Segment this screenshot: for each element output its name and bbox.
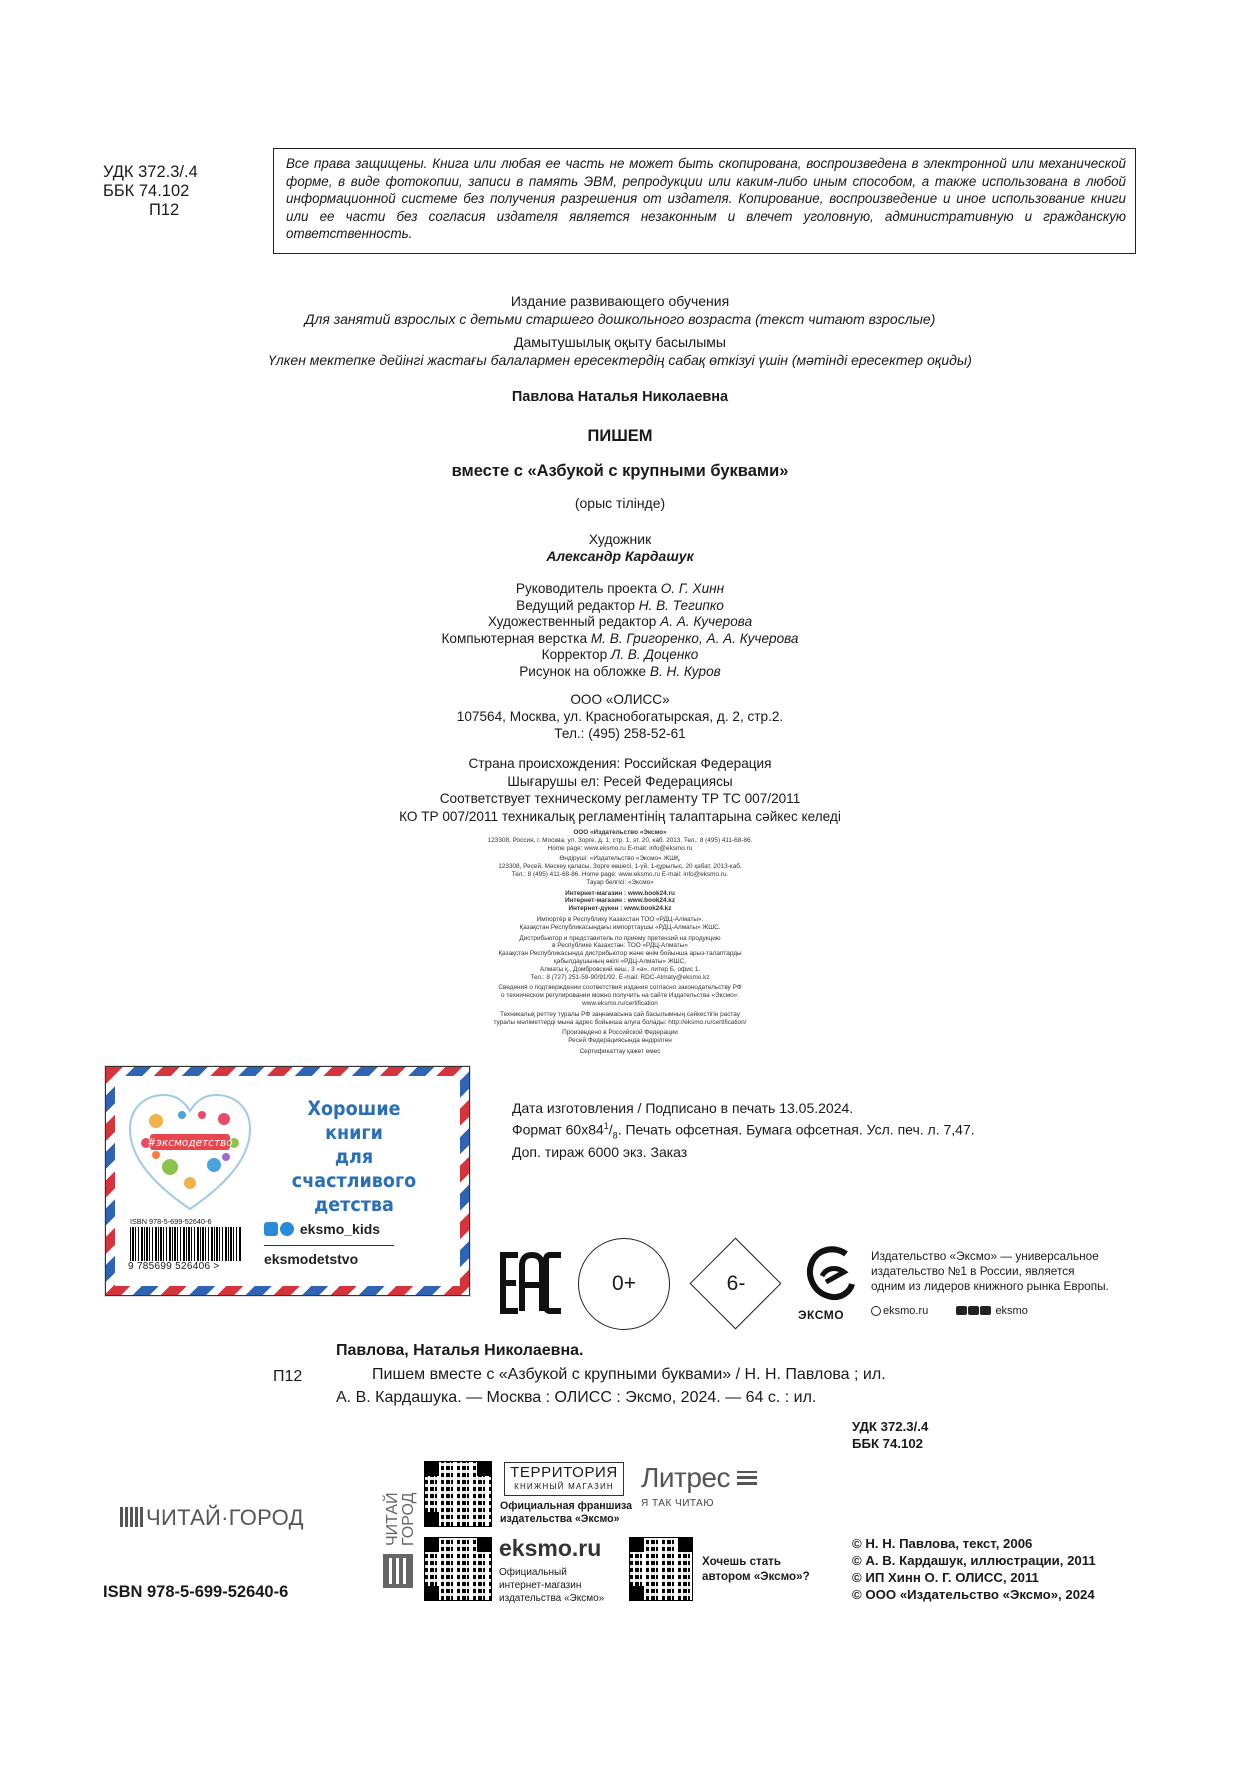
chitai-gorod-vertical-logo xyxy=(381,1462,415,1592)
svg-text:EAC: EAC xyxy=(500,1252,503,1253)
olis-address: 107564, Москва, ул. Краснобогатырская, д. 2, стр.2. xyxy=(456,709,784,724)
book-stack-icon xyxy=(120,1507,144,1527)
qr-code-territory[interactable] xyxy=(425,1462,491,1526)
small-print-line: 123308, Ресей, Мәскеу қаласы, Зорге көшесі, 1-үй, 1-құрылыс, 20 қабат, 2013-каб. xyxy=(498,863,742,871)
small-print-line: Сведения о подтверждении соответствия издания согласно законодательству РФ xyxy=(498,984,742,992)
qr-code-eksmo-shop[interactable] xyxy=(425,1538,491,1600)
small-print-line: www.eksmo.ru/certification xyxy=(582,999,658,1007)
age-rating-diamond xyxy=(690,1238,782,1330)
classification-block xyxy=(103,163,198,220)
book-author: Павлова Наталья Николаевна xyxy=(511,389,729,405)
svg-text:ЧИТАЙ: ЧИТАЙ xyxy=(384,1492,401,1546)
small-print-line: Техникалық реттеу туралы РФ заңнамасына сай басылымның сәйкестігін растау xyxy=(500,1010,740,1018)
olis-name: ООО «ОЛИСС» xyxy=(570,692,670,707)
isbn: ISBN 978-5-699-52640-6 xyxy=(103,1583,289,1601)
bib-line-1: Пишем вместе с «Азбукой с крупными буквами» / Н. Н. Павлова ; ил. xyxy=(372,1366,886,1383)
promo-envelope xyxy=(105,1066,470,1296)
social-handle: eksmo_kids xyxy=(264,1221,380,1237)
small-print-line: в Республике Казахстан: ТОО «РДЦ-Алматы» xyxy=(552,942,688,950)
litres-logo: Литрес xyxy=(641,1462,757,1494)
edition-type-kz: Дамытушылық оқыту басылымы xyxy=(514,334,726,350)
svg-text:ГОРОД: ГОРОД xyxy=(400,1492,417,1546)
bib-line-2: А. В. Кардашука. — Москва : ОЛИСС : Эксмо, 2024. — 64 с. : ил. xyxy=(336,1389,817,1406)
heart-tag: #эксмодетство xyxy=(147,1137,233,1149)
eksmo-wordmark: ЭКСМО xyxy=(798,1308,845,1322)
bib-classification: УДК 372.3/.4 ББК 74.102 xyxy=(852,1419,929,1451)
small-print-line: ООО «Издательство «Эксмо» xyxy=(573,829,667,836)
regulation-kz: КО ТР 007/2011 техникалық регламентінің талаптарына сәйкес келеді xyxy=(399,808,841,824)
small-print-line: Дистрибьютор и представитель по приему претензий на продукцию xyxy=(519,934,721,942)
ok-icon xyxy=(980,1306,991,1315)
book-subtitle: вместе с «Азбукой с крупными буквами» xyxy=(451,462,789,480)
eksmo-social-link[interactable]: eksmo xyxy=(995,1305,1028,1317)
small-print-line: Интернет-магазин : www.book24.ru xyxy=(565,889,675,897)
territory-logo: ТЕРРИТОРИЯ КНИЖНЫЙ МАГАЗИН xyxy=(504,1462,624,1496)
crew-list xyxy=(300,581,940,680)
publication-format: Формат $60х84^1/_8$. Печать офсетная. Бумага офсетная. Усл. печ. л. 7,47. xyxy=(512,1120,975,1140)
edition-audience-kz: Үлкен мектепке дейінгі жастағы балалармен ересектердің сабақ өткізуі үшін (мәтінді ересектер оқиды) xyxy=(268,352,972,368)
barcode-bars xyxy=(130,1227,242,1261)
small-print-line: Қазақстан Республикасында дистрибьютор және өнім бойынша арыз-талаптарды xyxy=(498,950,742,958)
small-print-line: қабылдаушының өкілі «РДЦ-Алматы» ЖШС, xyxy=(554,957,686,965)
book-language: (орыс тілінде) xyxy=(574,495,666,511)
small-print-line: Тел.: 8 (495) 411-68-86. Home page: www.eksmo.ru E-mail: info@eksmo.ru. xyxy=(511,870,729,878)
artist-label: Художник xyxy=(588,531,652,547)
small-print-line: о техническом регулировании можно получить на сайте Издательства «Эксмо»: xyxy=(501,992,739,1000)
crew-line: Корректор Л. В. Доценко xyxy=(541,647,699,662)
small-print-line: Алматы қ., Домбровский көш., 3 «а», литер Б, офис 1. xyxy=(539,965,701,973)
crew-line: Компьютерная верстка М. В. Григоренко, А. А. Кучерова xyxy=(441,630,799,646)
bbk-code: ББК 74.102 xyxy=(103,182,190,200)
artist-name: Александр Кардашук xyxy=(546,548,694,564)
franchise-text: Официальная франшиза издательства «Эксмо» xyxy=(500,1500,632,1525)
small-print-line: Интернет-дүкен : www.book24.kz xyxy=(568,905,672,913)
chitai-gorod-logo: ЧИТАЙ·ГОРОД xyxy=(120,1505,304,1531)
small-print-line: Ресей Федерациясында өндірілген xyxy=(568,1037,672,1045)
edition-type-ru: Издание развивающего обучения xyxy=(510,293,730,309)
litres-slogan: Я ТАК ЧИТАЮ xyxy=(641,1498,714,1509)
vk-icon xyxy=(264,1222,278,1236)
age-rating-diamond-label: 6- xyxy=(726,1272,746,1295)
crew-line: Рисунок на обложке В. Н. Куров xyxy=(519,663,721,679)
small-print-line: Произведено в Российской Федерации xyxy=(562,1029,678,1037)
publication-date: Дата изготовления / Подписано в печать 13.05.2024. xyxy=(512,1100,854,1116)
olis-phone: Тел.: (495) 258-52-61 xyxy=(554,726,686,741)
origin-country-ru: Страна происхождения: Российская Федерация xyxy=(468,756,772,771)
crew-line: Ведущий редактор Н. В. Тегипко xyxy=(516,597,724,613)
small-print-line: Сертификаттау қажет емес xyxy=(579,1047,661,1055)
small-print-line: Өндіруші: «Издательство «Эксмо» ЖШҚ, xyxy=(559,855,681,863)
eksmo-links xyxy=(871,1305,1028,1317)
regulation-ru: Соответствует техническому регламенту ТР ТС 007/2011 xyxy=(439,791,801,806)
eksmo-site-link[interactable]: eksmo.ru xyxy=(883,1305,929,1317)
author-mark: П12 xyxy=(149,201,180,219)
small-print-line: 123308, Россия, г. Москва, ул. Зорге, д. 1, стр. 1, эт. 20, каб. 2013. Тел.: 8 (495) 411-68-86. xyxy=(487,836,753,844)
barcode xyxy=(126,1215,255,1275)
divider xyxy=(264,1245,394,1246)
small-print-line: Импортёр в Республику Казахстан ТОО «РДЦ-Алматы». xyxy=(536,915,704,923)
crew-line: Руководитель проекта О. Г. Хинн xyxy=(515,581,725,596)
small-print-line: Home page: www.eksmo.ru E-mail: info@eksmo.ru xyxy=(547,844,693,852)
copyright-block: © Н. Н. Павлова, текст, 2006 © А. В. Кардашук, иллюстрации, 2011 © ИП Хинн О. Г. ОЛИСС, 2011 © ООО «Издательство «Эксмо», 2024 xyxy=(852,1536,1096,1602)
bib-author: Павлова, Наталья Николаевна. xyxy=(336,1342,584,1359)
small-print-line: туралы мәліметтерді мына адрес бойынша алуға болады: http://eksmo.ru/certification/ xyxy=(493,1018,747,1026)
olis-block xyxy=(300,691,940,742)
eksmo-logo-icon xyxy=(806,1246,854,1304)
telegram-icon xyxy=(280,1222,294,1236)
edition-audience-ru: Для занятий взрослых с детьми старшего дошкольного возраста (текст читают взрослые) xyxy=(304,311,936,327)
origin-block xyxy=(300,755,940,825)
qr-code-author[interactable] xyxy=(630,1538,692,1600)
publication-details xyxy=(512,1100,975,1162)
envelope-title: Хорошие книги для счастливого детства xyxy=(291,1097,417,1216)
telegram-icon xyxy=(968,1306,979,1315)
rights-notice: Все права защищены. Книга или любая ее часть не может быть скопирована, воспроизведена в электронной или механической форме, в виде фотокопии, записи в память ЭВМ, репродукции или каким-либо иным способом, а также использована в любой информационной системе без получения разрешения от издателя. Копирование, воспроизведение и иное использование книги или ее части без согласия издателя является незаконным и влечет уголовную, административную и гражданскую ответственность. xyxy=(273,148,1136,254)
eksmo-description: Издательство «Эксмо» — универсальное издательство №1 в России, является одним из лидеров книжного рынка Европы. xyxy=(871,1249,1109,1293)
barcode-digits: 9 785699 526406 > xyxy=(128,1261,220,1272)
publisher-small-print xyxy=(400,829,840,1056)
eksmo-shop-logo[interactable]: eksmo.ru xyxy=(499,1535,602,1561)
age-rating-circle: 0+ xyxy=(578,1238,670,1330)
publication-print-run: Доп. тираж 6000 экз. Заказ xyxy=(512,1144,688,1161)
barcode-isbn: ISBN 978-5-699-52640-6 xyxy=(130,1217,212,1226)
book-title: ПИШЕМ xyxy=(587,427,653,445)
origin-country-kz: Шығарушы ел: Ресей Федерациясы xyxy=(507,773,733,789)
globe-icon xyxy=(871,1306,881,1316)
small-print-line: Интернет-магазин : www.book24.kz xyxy=(564,897,676,905)
small-print-line: Тел.: 8 (727) 251-59-90/91/92. E-mail: RDC-Almaty@eksmo.kz xyxy=(530,973,710,981)
small-print-line: Тауар белгісі: «Эксмо» xyxy=(586,878,654,886)
bib-code: П12 xyxy=(273,1368,303,1385)
envelope-site: eksmodetstvo xyxy=(264,1251,359,1267)
udk-code: УДК 372.3/.4 xyxy=(103,163,198,181)
crew-line: Художественный редактор А. А. Кучерова xyxy=(487,614,753,629)
heart-icon xyxy=(126,1091,254,1213)
vk-icon xyxy=(956,1306,967,1315)
eac-icon xyxy=(500,1252,564,1314)
eksmo-shop-caption: Официальный интернет-магазин издательства «Эксмо» xyxy=(499,1567,605,1604)
litres-lines-icon xyxy=(737,1471,757,1485)
become-author-text: Хочешь стать автором «Эксмо»? xyxy=(702,1555,810,1583)
small-print-line: Қазақстан Республикасындағы импорттаушы «РДЦ-Алматы» ЖШС. xyxy=(519,923,721,931)
